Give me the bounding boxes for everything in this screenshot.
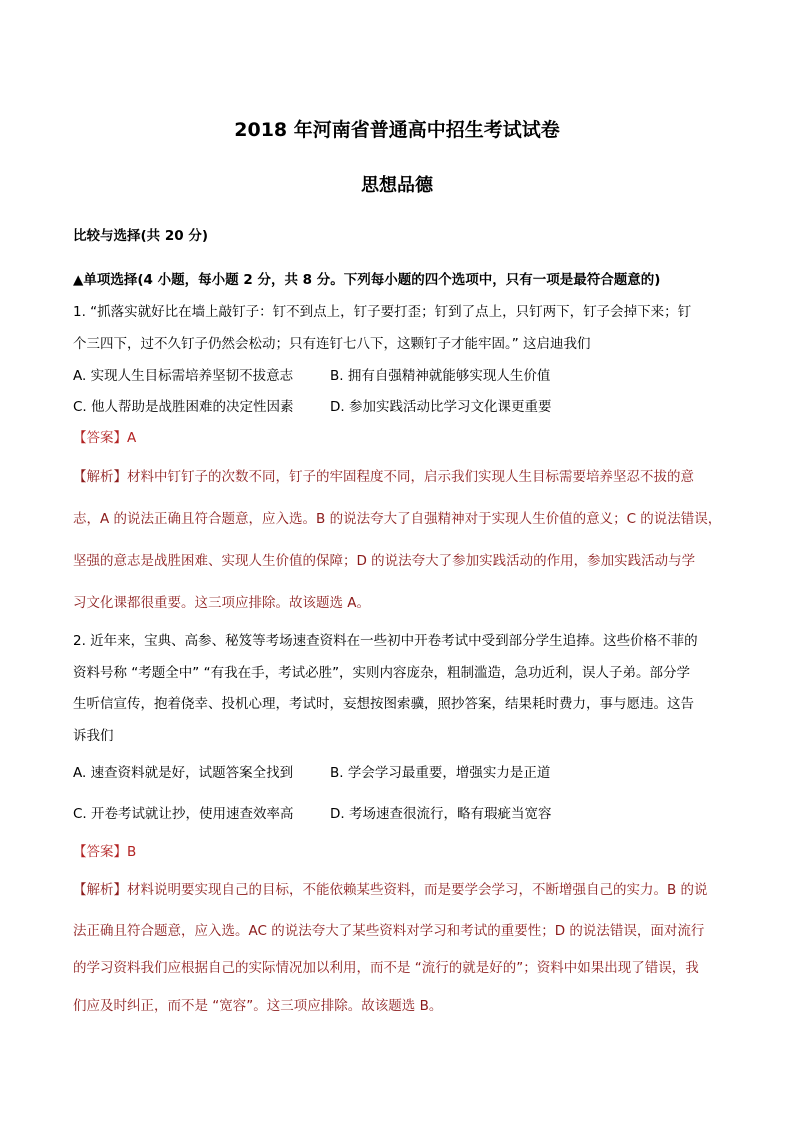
q1-analysis-line-2: 志，A 的说法正确且符合题意，应入选。B 的说法夸大了自强精神对于实现人生价值的意义；C 的说法错误， <box>73 511 722 527</box>
section-instruction: ▲单项选择(4 小题，每小题 2 分，共 8 分。下列每小题的四个选项中，只有一项是最符合题意的) <box>73 272 661 288</box>
section-heading: 比较与选择(共 20 分) <box>73 228 209 244</box>
q1-option-b: B. 拥有自强精神就能够实现人生价值 <box>330 368 551 384</box>
q2-analysis-line-4: 们应及时纠正，而不是 “宽容”。这三项应排除。故该题选 B。 <box>73 998 443 1014</box>
q1-stem-line-2: 个三四下，过不久钉子仍然会松动；只有连钉七八下，这颗钉子才能牢固。” 这启迪我们 <box>73 336 591 352</box>
q1-analysis-line-3: 坚强的意志是战胜困难、实现人生价值的保障；D 的说法夸大了参加实践活动的作用，参加实践活动与学 <box>73 553 696 569</box>
q2-option-b: B. 学会学习最重要，增强实力是正道 <box>330 765 551 781</box>
q2-stem-line-4: 诉我们 <box>73 728 114 744</box>
q2-stem-line-3: 生听信宣传，抱着侥幸、投机心理，考试时，妄想按图索骥，照抄答案，结果耗时费力，事与愿违。这告 <box>73 696 694 712</box>
q1-option-a: A. 实现人生目标需培养坚韧不拔意志 <box>73 368 294 384</box>
q1-analysis-line-4: 习文化课都很重要。这三项应排除。故该题选 A。 <box>73 595 371 611</box>
q2-analysis-line-3: 的学习资料我们应根据自己的实际情况加以利用，而不是 “流行的就是好的”；资料中如果出现了错误，我 <box>73 960 699 976</box>
q2-analysis-line-2: 法正确且符合题意，应入选。AC 的说法夸大了某些资料对学习和考试的重要性；D 的说法错误，面对流行 <box>73 923 705 939</box>
q2-stem-line-2: 资料号称 “考题全中” “有我在手，考试必胜”，实则内容庞杂，粗制滥造，急功近利，误人子弟。部分学 <box>73 665 691 681</box>
q1-answer: 【答案】A <box>73 430 137 446</box>
q2-answer: 【答案】B <box>73 844 137 860</box>
subject-title: 思想品德 <box>361 175 433 196</box>
q1-analysis-line-1: 【解析】材料中钉钉子的次数不同，钉子的牢固程度不同，启示我们实现人生目标需要培养坚忍不拔的意 <box>73 469 694 485</box>
q2-option-c: C. 开卷考试就让抄，使用速查效率高 <box>73 806 294 822</box>
q2-option-d: D. 考场速查很流行，略有瑕疵当宽容 <box>330 806 552 822</box>
q2-option-a: A. 速查资料就是好，试题答案全找到 <box>73 765 294 781</box>
document-title: 2018 年河南省普通高中招生考试试卷 <box>234 119 560 141</box>
q2-analysis-line-1: 【解析】材料说明要实现自己的目标，不能依赖某些资料，而是要学会学习，不断增强自己的实力。B 的说 <box>73 882 708 898</box>
q1-option-c: C. 他人帮助是战胜困难的决定性因素 <box>73 399 294 415</box>
q1-stem-line-1: 1. “抓落实就好比在墙上敲钉子：钉不到点上，钉子要打歪；钉到了点上，只钉两下，钉子会掉下来；钉 <box>73 304 692 320</box>
q2-stem-line-1: 2. 近年来，宝典、高参、秘笈等考场速查资料在一些初中开卷考试中受到部分学生追捧。这些价格不菲的 <box>73 633 698 649</box>
q1-option-d: D. 参加实践活动比学习文化课更重要 <box>330 399 552 415</box>
